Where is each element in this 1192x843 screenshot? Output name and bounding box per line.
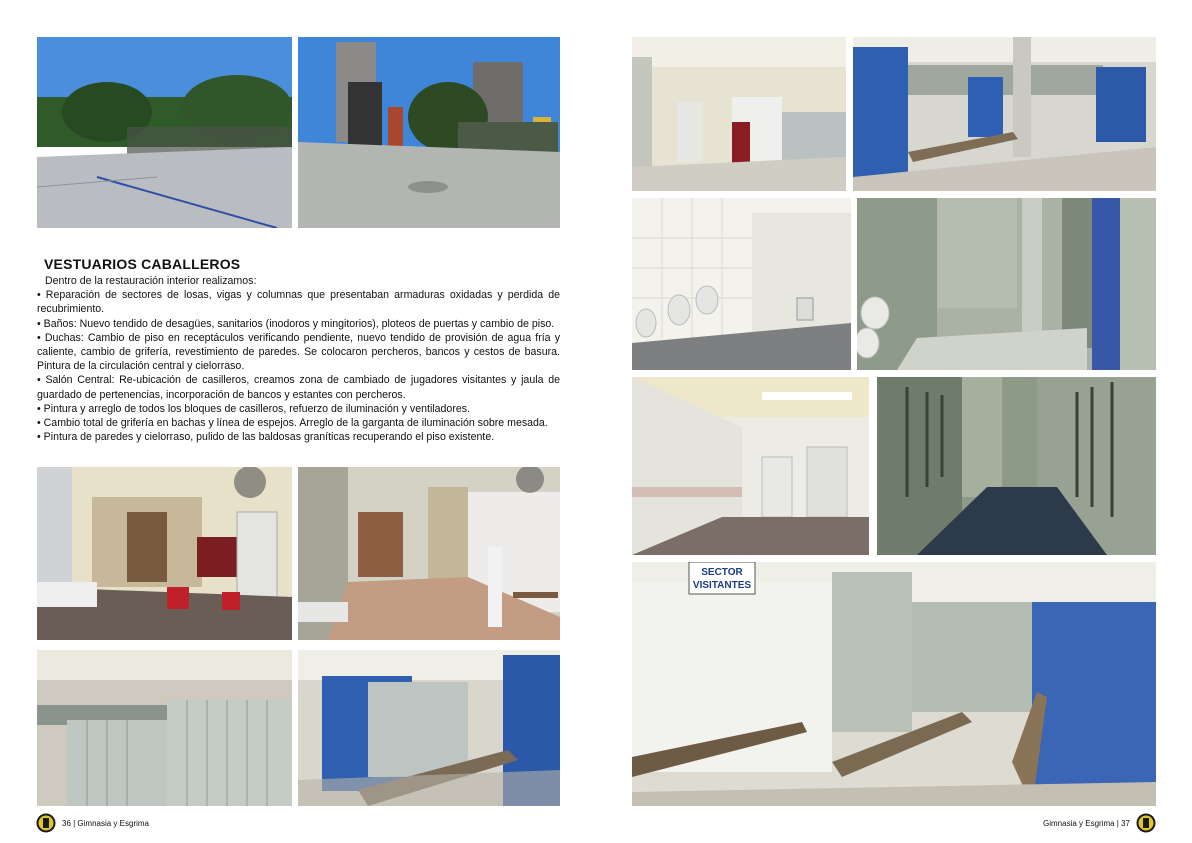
- section-heading: VESTUARIOS CABALLEROS: [44, 256, 241, 272]
- photo-outdoor-court-left: [37, 37, 292, 228]
- photo-sink-corridor: [37, 467, 292, 640]
- photo-bathroom-green: [857, 198, 1156, 370]
- body-text: [37, 274, 560, 444]
- bullet-item: • Pintura de paredes y cielorraso, pulido de las baldosas graníticas recuperando el piso existente.: [37, 431, 495, 444]
- footer-left: [36, 812, 149, 834]
- bullet-item: • Pintura y arreglo de todos los bloques de casilleros, refuerzo de iluminación y ventiladores.: [37, 402, 470, 415]
- photo-locker-room-benches: [298, 650, 560, 806]
- club-logo-icon: [36, 813, 56, 833]
- bullet-item: • Salón Central: Re-ubicación de casilleros, creamos zona de cambiado de jugadores visitantes y jaula de guardado de pertenencias, incorporación de bancos y estantes con percheros.: [37, 374, 560, 401]
- photo-bathroom-hall: [632, 37, 846, 191]
- footer-page-label: Gimnasia y Esgrima | 37: [1043, 818, 1130, 828]
- club-logo-icon: [1136, 813, 1156, 833]
- photo-locker-room-blue: [853, 37, 1156, 191]
- sign-line-2: VISITANTES: [692, 580, 752, 591]
- footer-right: [1043, 812, 1156, 834]
- intro-line: Dentro de la restauración interior realizamos:: [45, 275, 257, 287]
- bullet-item: • Cambio total de grifería en bachas y línea de espejos. Arreglo de la garganta de iluminación sobre mesada.: [37, 417, 548, 430]
- photo-corridor-scale: [298, 467, 560, 640]
- photo-visitors-area: [632, 562, 1156, 806]
- bullet-item: • Duchas: Cambio de piso en receptáculos verificando pendiente, nuevo tendido de provisión de agua fría y caliente, cambio de grifería, revestimiento de paredes. Se colocaron percheros, bancos y cestos de basura. Pintura de la circulación central y cielorraso.: [37, 331, 560, 373]
- photo-showers: [632, 377, 869, 555]
- photo-urinals: [632, 198, 851, 370]
- photo-outdoor-court-right: [298, 37, 560, 228]
- bullet-item: • Baños: Nuevo tendido de desagües, sanitarios (inodoros y mingitorios), ploteos de puertas y cambio de piso.: [37, 317, 555, 330]
- footer-page-label: 36 | Gimnasia y Esgrima: [62, 818, 149, 828]
- photo-green-corridor: [877, 377, 1156, 555]
- sign-line-1: SECTOR: [701, 567, 743, 578]
- photo-locker-room-left: [37, 650, 292, 806]
- bullet-item: • Reparación de sectores de losas, vigas y columnas que presentaban armaduras oxidadas y perdida de recubrimiento.: [37, 289, 560, 316]
